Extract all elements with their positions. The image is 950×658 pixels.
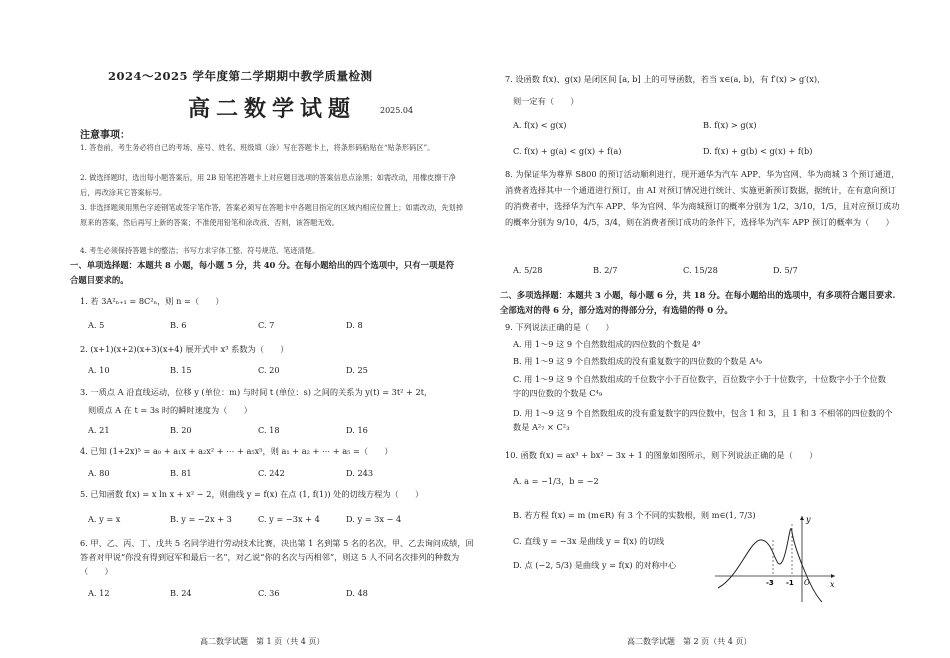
q7-option-a: A. f(x) < g(x) — [513, 120, 567, 130]
notice-item: 1. 答卷前，考生务必将自己的考场、座号、姓名、班级填（涂）写在答题卡上，将条形码粘贴在“贴条形码区”。 — [80, 143, 435, 152]
q1-option-c: C. 7 — [258, 320, 275, 330]
q3-option-a: A. 21 — [88, 425, 110, 435]
page-footer: 高二数学试题 第 2 页（共 4 页） — [627, 637, 752, 646]
q8-option-b: B. 2/7 — [593, 265, 618, 275]
question-3-cont: 则质点 A 在 t = 3s 时的瞬时速度为（ ） — [88, 405, 252, 415]
tick-label-neg3: -3 — [766, 579, 774, 587]
q6-option-a: A. 12 — [88, 588, 110, 598]
q10-option-d: D. 点 (−2, 5/3) 是曲线 y = f(x) 的对称中心 — [513, 560, 677, 570]
q1-option-b: B. 6 — [170, 320, 187, 330]
x-axis-arrow — [831, 574, 835, 578]
q8-option-c: C. 15/28 — [683, 265, 718, 275]
y-axis-label: y — [806, 515, 811, 524]
q9-option-c: C. 用 1～9 这 9 个自然数组成的千位数字小于百位数字，百位数字小于十位数字，十位数字小于个位数字的四位数的个数是 C⁴₉ — [513, 374, 886, 398]
q1-option-d: D. 8 — [346, 320, 363, 330]
y-axis-arrow — [800, 516, 804, 520]
q10-option-a: A. a = −1/3，b = −2 — [513, 476, 599, 486]
q2-option-a: A. 10 — [88, 365, 110, 375]
exam-title: 高二数学试题 — [188, 96, 357, 122]
question-6: 6. 甲、乙、丙、丁、戊共 5 名同学进行劳动技术比赛，决出第 1 名到第 5 名的名次，甲、乙去询问成绩，回答者对甲说“你没有得到冠军和最后一名”，对乙说“你的名次与丙相邻”，则这 5 人不同名次排列的种数为（ ） — [80, 538, 474, 576]
q8-option-d: D. 5/7 — [773, 265, 798, 275]
q7-option-b: B. f(x) > g(x) — [703, 120, 757, 130]
notice-item: 3. 非选择题须用黑色字迹钢笔或签字笔作答，答案必须写在答题卡中各题目指定的区域内相应位置上；如需改动，先划掉原来的答案，然后再写上新的答案；不准使用铅笔和涂改液、否则，该答题无效。 — [80, 203, 463, 227]
notice-item: 4. 考生必须保持答题卡的整洁；书写方求字体工整、符号规范、笔迹清楚。 — [80, 246, 320, 255]
question-10: 10. 函数 f(x) = ax³ + bx² − 3x + 1 的图象如图所示，则下列说法正确的是（ ） — [505, 450, 818, 460]
origin-label: O — [804, 579, 810, 587]
q2-option-b: B. 15 — [170, 365, 192, 375]
tick-label-neg1: -1 — [786, 579, 794, 587]
question-2: 2. (x+1)(x+2)(x+3)(x+4) 展开式中 x³ 系数为（ ） — [80, 344, 289, 354]
notice-item: 2. 做选择题时，选出每小题答案后，用 2B 铅笔把答题卡上对应题目选项的答案信息点涂黑；如需改动，用橡皮擦干净后，再改涂其它答案标号。 — [80, 173, 456, 197]
section-single-choice: 一、单项选择题：本题共 8 小题，每小题 5 分，共 40 分。在每小题给出的四个选项中，只有一项是符合题目要求的。 — [70, 260, 455, 285]
q4-option-d: D. 243 — [346, 468, 374, 478]
q2-option-c: C. 20 — [258, 365, 280, 375]
exam-date: 2025.04 — [380, 106, 414, 115]
q10-option-c: C. 直线 y = −3x 是曲线 y = f(x) 的切线 — [513, 536, 665, 546]
q7-option-d: D. f(x) + g(b) < g(x) + f(b) — [703, 146, 813, 156]
question-4: 4. 已知 (1+2x)⁵ = a₀ + a₁x + a₂x² + ⋯ + a₅x⁵，则 a₁ + a₂ + ⋯ + a₅ =（ ） — [80, 446, 393, 456]
q4-option-b: B. 81 — [170, 468, 192, 478]
question-9: 9. 下列说法正确的是（ ） — [505, 322, 614, 332]
section-multiple-choice: 二、多项选择题：本题共 3 小题，每小题 6 分，共 18 分。在每小题给出的选项中，有多项符合题目要求. 全部选对的得 6 分，部分选对的得部分分，有选错的得 0 分。 — [500, 290, 896, 315]
q4-option-c: C. 242 — [258, 468, 285, 478]
q7-option-c: C. f(x) + g(a) < g(x) + f(a) — [513, 146, 622, 156]
exam-header: 2024～2025 学年度第二学期期中教学质量检测 — [108, 69, 373, 83]
q3-option-c: C. 18 — [258, 425, 280, 435]
q9-option-d: D. 用 1～9 这 9 个自然数组成的没有重复数字的四位数中，包含 1 和 3，且 1 和 3 不相邻的四位数的个数是 A²₇ × C²₃ — [513, 408, 893, 432]
q4-option-a: A. 80 — [88, 468, 110, 478]
question-1: 1. 若 3A²ₙ₊₁ = 8C²ₙ，则 n =（ ） — [80, 296, 224, 306]
q3-option-b: B. 20 — [170, 425, 192, 435]
q3-option-d: D. 16 — [346, 425, 368, 435]
q5-option-a: A. y = x — [88, 514, 121, 524]
question-3: 3. 一质点 A 沿直线运动，位移 y (单位：m) 与时间 t (单位：s) 之间的关系为 y(t) = 3t² + 2t， — [80, 387, 433, 397]
q9-option-b: B. 用 1～9 这 9 个自然数组成的没有重复数字的四位数的个数是 A⁴₉ — [513, 356, 762, 366]
q5-option-c: C. y = −3x + 4 — [258, 514, 320, 524]
q1-option-a: A. 5 — [88, 320, 105, 330]
q6-option-c: C. 36 — [258, 588, 280, 598]
q5-option-d: D. y = 3x − 4 — [346, 514, 402, 524]
q6-option-d: D. 48 — [346, 588, 368, 598]
page-footer: 高二数学试题 第 1 页（共 4 页） — [200, 637, 325, 646]
question-7-cont: 则一定有（ ） — [513, 96, 579, 106]
q9-option-a: A. 用 1～9 这 9 个自然数组成的四位数的个数是 4⁹ — [513, 339, 701, 349]
curve — [718, 529, 822, 602]
q6-option-b: B. 24 — [170, 588, 192, 598]
q5-option-b: B. y = −2x + 3 — [170, 514, 232, 524]
q10-option-b: B. 若方程 f(x) = m (m∈R) 有 3 个不同的实数根，则 m∈(1, 7/3) — [513, 510, 756, 520]
question-8: 8. 为保证华为尊界 S800 的预订活动顺利进行，现开通华为汽车 APP、华为官网、华为商城 3 个预订通道，消费者选择其中一个通道进行预订，由 AI 对预订情况进行统计、实施更新预订数据，据统计，在有意向预订的消费者中，选择华为汽车 APP、华为官网、华为商城预订的概率分别为 1/2，3/10，1/5，且对应预订成功的概率分别为 9/10，4/5，3/4，则在消费者预订成功的条件下，选择华为汽车 APP 预订的概率为（ ） — [505, 169, 900, 227]
notice-title: 注意事项： — [80, 130, 130, 141]
question-5: 5. 已知函数 f(x) = x ln x + x² − 2，则曲线 y = f(x) 在点 (1, f(1)) 处的切线方程为（ ） — [80, 489, 424, 499]
function-graph — [710, 510, 840, 605]
q2-option-d: D. 25 — [346, 365, 368, 375]
x-axis-label: x — [830, 580, 835, 589]
question-7: 7. 设函数 f(x)、g(x) 是闭区间 [a, b] 上的可导函数，若当 x∈(a, b)，有 f′(x) > g′(x)， — [505, 74, 826, 84]
q8-option-a: A. 5/28 — [513, 265, 543, 275]
